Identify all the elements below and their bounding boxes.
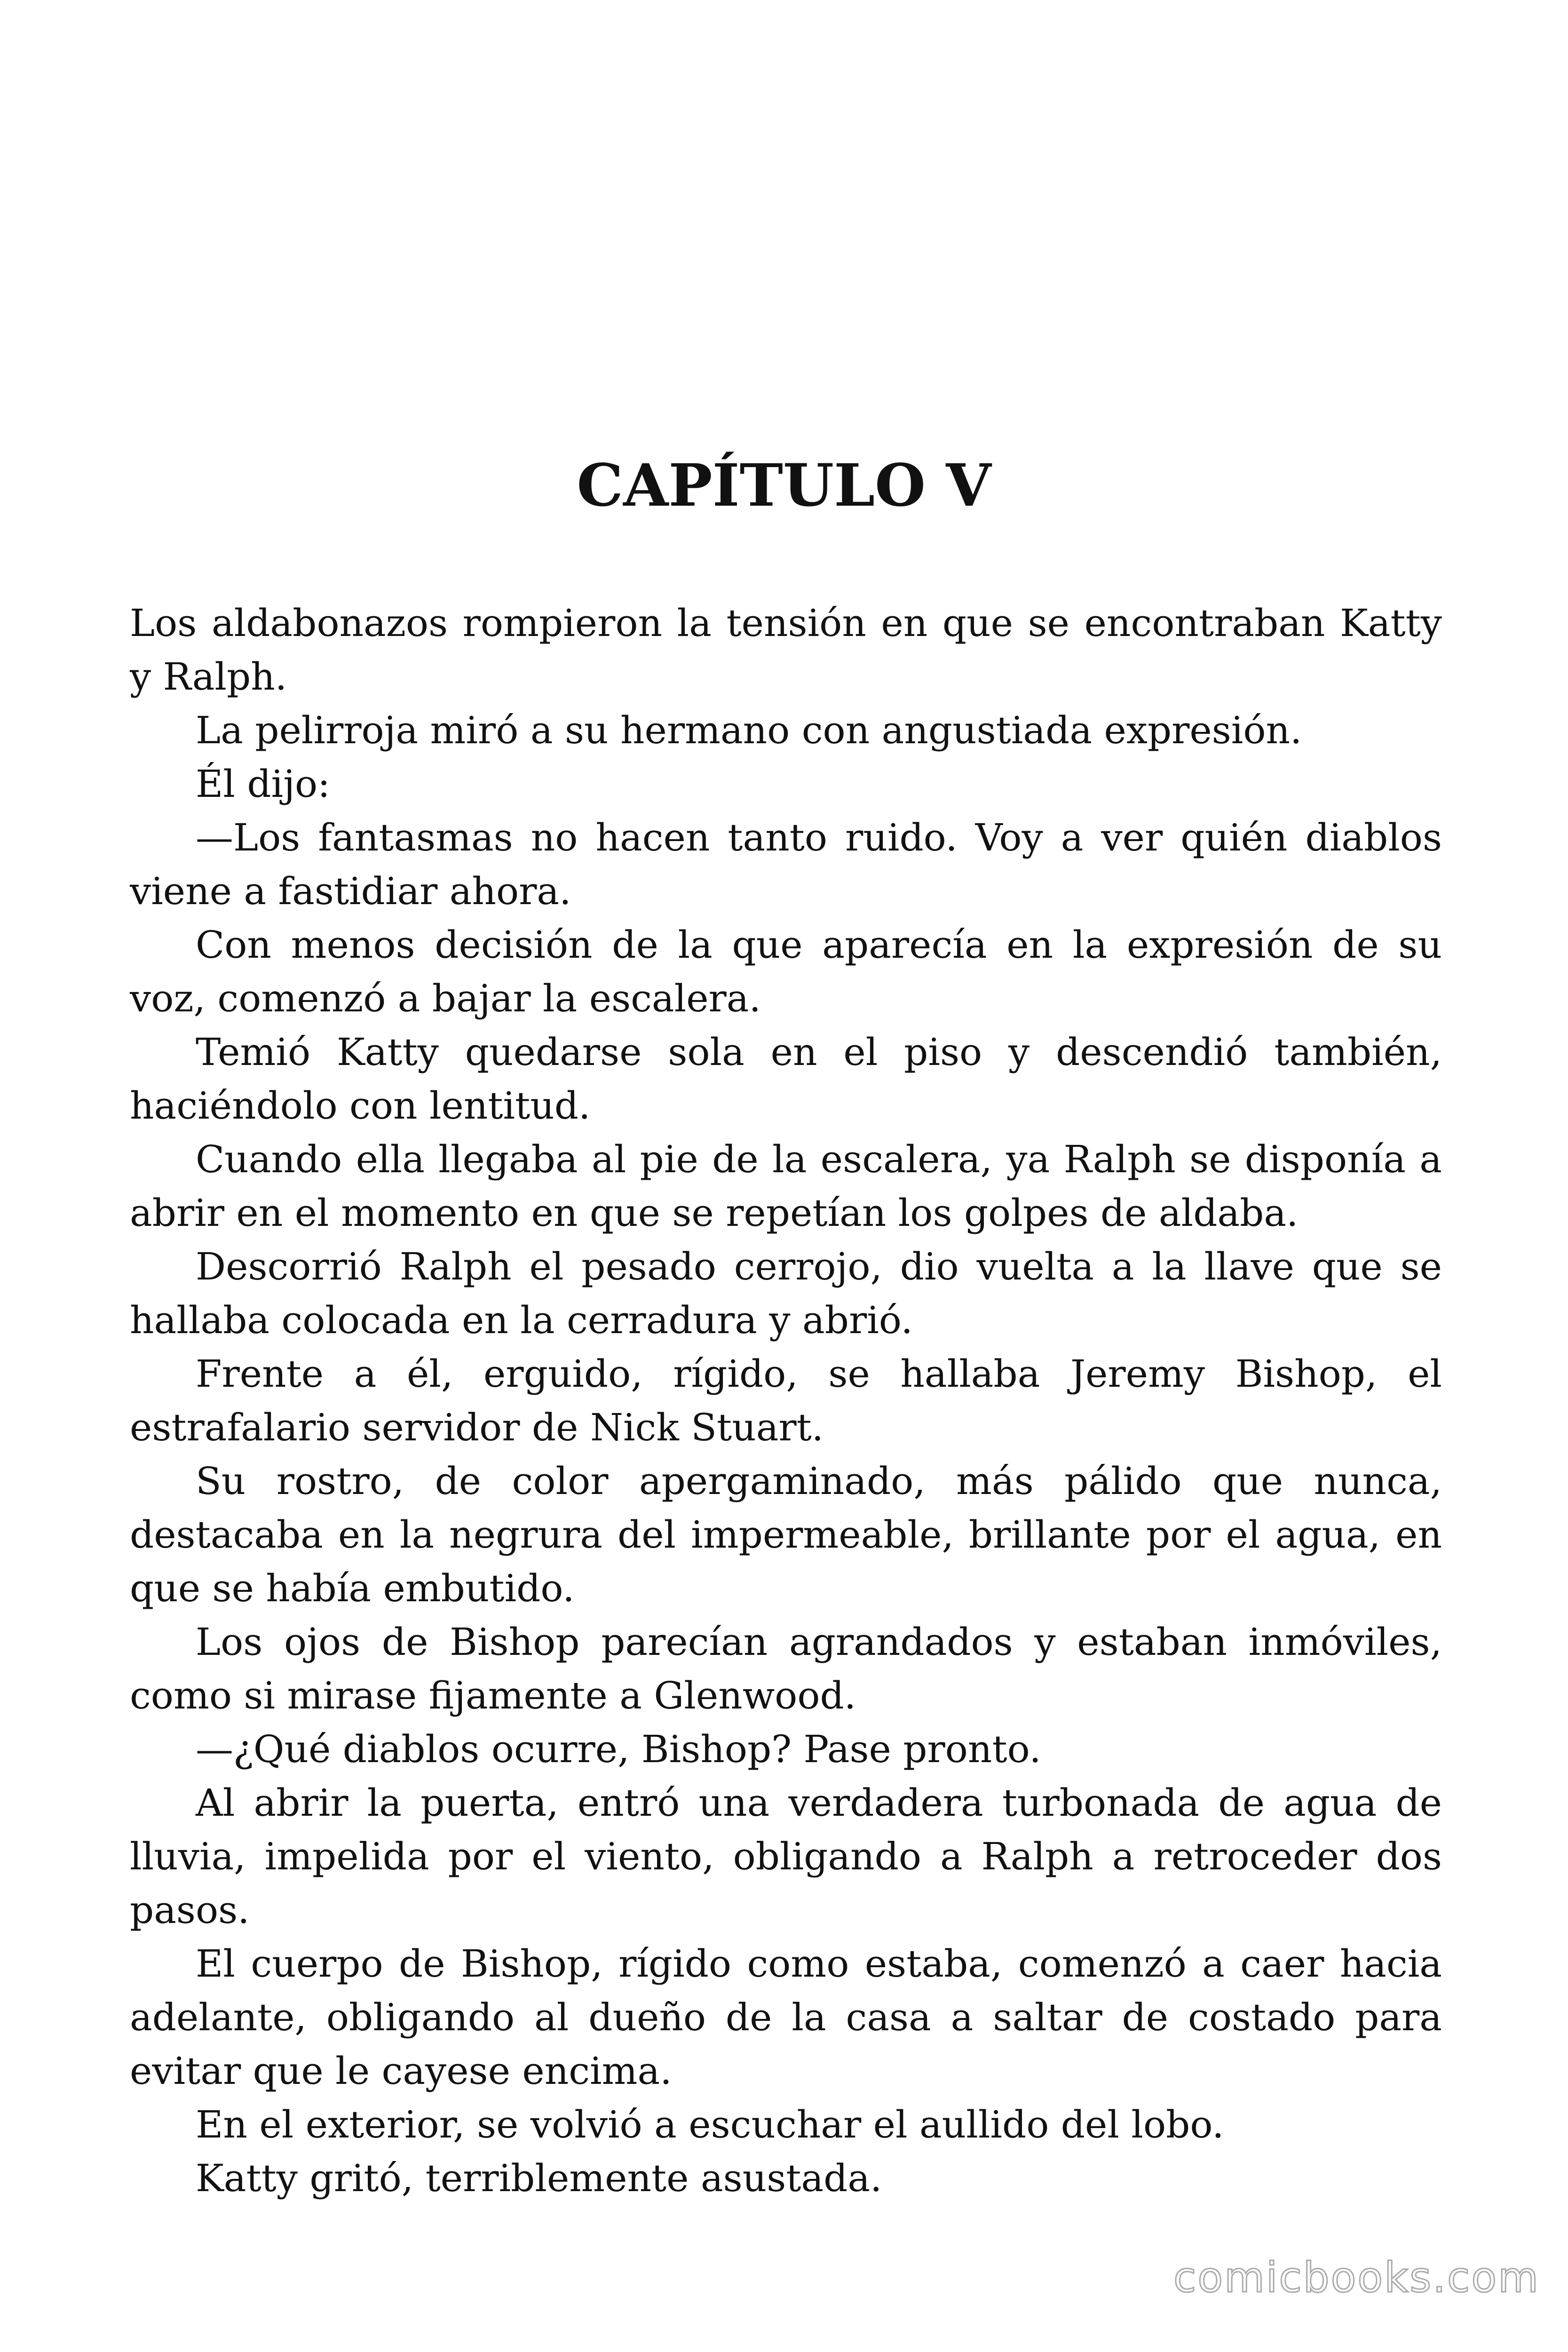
paragraph: Temió Katty quedarse sola en el piso y descendió también, haciéndolo con lentitud. [130, 1030, 1442, 1128]
paragraph: Su rostro, de color apergaminado, más pálido que nunca, destacaba en la negrura del impermeable, brillante por el agua, en que se había embutido. [130, 1459, 1442, 1610]
paragraph: —¿Qué diablos ocurre, Bishop? Pase pronto. [196, 1727, 1041, 1771]
paragraph: —Los fantasmas no hacen tanto ruido. Voy a ver quién diablos viene a fastidiar ahora. [130, 816, 1442, 913]
paragraph: Cuando ella llegaba al pie de la escalera, ya Ralph se disponía a abrir en el momento en que se repetían los golpes de aldaba. [130, 1137, 1442, 1235]
paragraph: Los ojos de Bishop parecían agrandados y estaban inmóviles, como si mirase fijamente a Glenwood. [130, 1620, 1442, 1717]
paragraph: Con menos decisión de la que aparecía en la expresión de su voz, comenzó a bajar la escalera. [130, 923, 1442, 1020]
paragraph: Frente a él, erguido, rígido, se hallaba Jeremy Bishop, el estrafalario servidor de Nick Stuart. [130, 1352, 1442, 1449]
paragraph: Él dijo: [196, 762, 331, 806]
paragraph: La pelirroja miró a su hermano con angustiada expresión. [196, 708, 1302, 752]
watermark: comicbooks.com [1173, 2253, 1540, 2302]
paragraph: El cuerpo de Bishop, rígido como estaba, comenzó a caer hacia adelante, obligando al dueño de la casa a saltar de costado para evitar que le cayese encima. [130, 1942, 1442, 2093]
chapter-text [130, 596, 1442, 2205]
paragraph: En el exterior, se volvió a escuchar el aullido del lobo. [196, 2103, 1224, 2146]
paragraph: Los aldabonazos rompieron la tensión en que se encontraban Katty y Ralph. [130, 601, 1442, 699]
paragraph: Descorrió Ralph el pesado cerrojo, dio vuelta a la llave que se hallaba colocada en la cerradura y abrió. [130, 1245, 1442, 1342]
paragraph: Katty gritó, terriblemente asustada. [196, 2156, 882, 2200]
paragraph: Al abrir la puerta, entró una verdadera turbonada de agua de lluvia, impelida por el viento, obligando a Ralph a retroceder dos pasos. [130, 1781, 1442, 1932]
chapter-title: CAPÍTULO V [577, 452, 991, 520]
